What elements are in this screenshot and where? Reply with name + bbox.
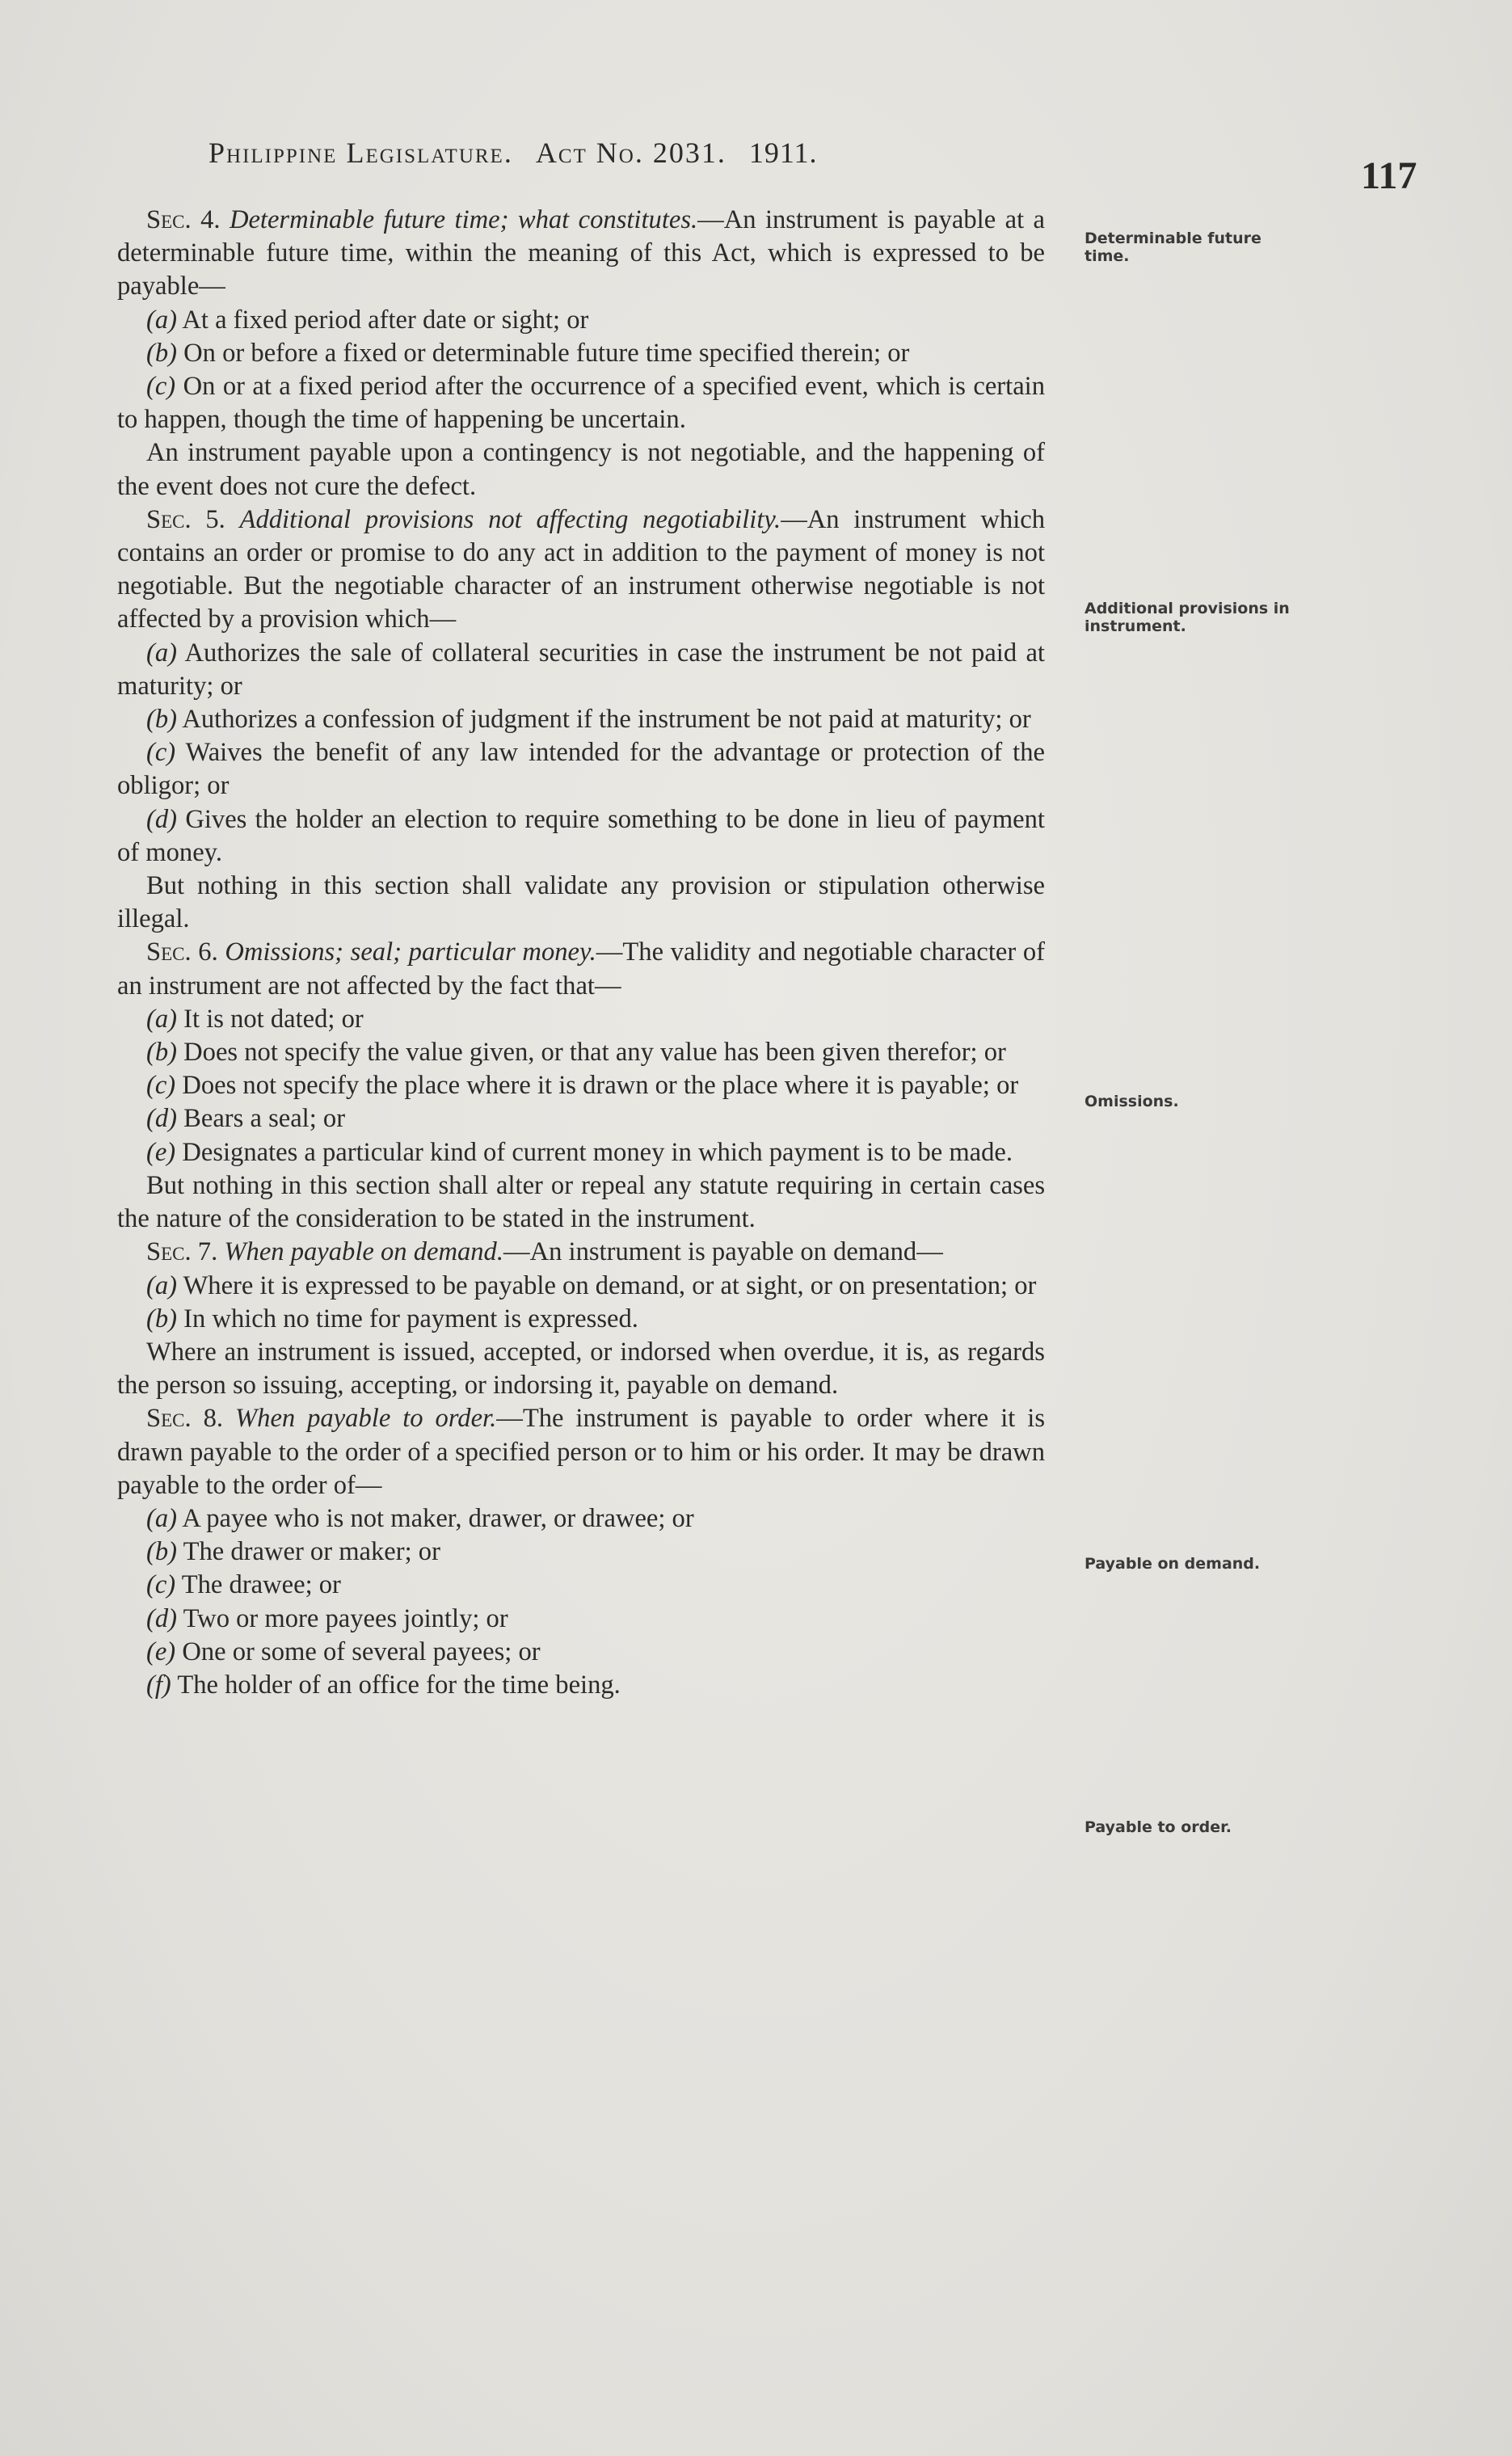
section-closing: But nothing in this section shall alter or repeal any statute requiring in certain cases the nature of the consideration to be stated in the instrument. bbox=[117, 1170, 1045, 1234]
list-item: (c) The drawee; or bbox=[146, 1570, 341, 1600]
list-item: (b) The drawer or maker; or bbox=[146, 1537, 440, 1567]
list-item: (a) Where it is expressed to be payable on demand, or at sight, or on presentation; or bbox=[146, 1270, 1037, 1300]
list-item: (a) A payee who is not maker, drawer, or drawee; or bbox=[146, 1503, 694, 1533]
section-number: Sec. 4. bbox=[146, 205, 221, 234]
margin-note-2: Additional provisions in instrument. bbox=[1085, 600, 1290, 635]
section-7-heading bbox=[117, 1236, 1045, 1269]
list-item: (e) Designates a particular kind of current money in which payment is to be made. bbox=[146, 1137, 1013, 1167]
list-item: (b) Authorizes a confession of judgment if the instrument be not paid at maturity; or bbox=[146, 705, 1031, 735]
page-number: 117 bbox=[1361, 154, 1417, 197]
list-item: (d) Gives the holder an election to require something to be done in lieu of payment of money. bbox=[117, 804, 1045, 867]
list-item: (b) On or before a fixed or determinable future time specified therein; or bbox=[146, 338, 910, 368]
section-closing: Where an instrument is issued, accepted, or indorsed when overdue, it is, as regards the person so issuing, accepting, or indorsing it, payable on demand. bbox=[117, 1337, 1045, 1401]
section-number: Sec. 7. bbox=[146, 1237, 218, 1267]
margin-note-3: Omissions. bbox=[1085, 1093, 1179, 1110]
list-item: (a) Authorizes the sale of collateral securities in case the instrument be not paid at maturity; or bbox=[117, 638, 1045, 701]
section-title: Determinable future time; what constitutes. bbox=[229, 205, 698, 234]
list-item: (d) Bears a seal; or bbox=[146, 1104, 346, 1134]
section-intro: —An instrument which contains an order or promise to do any act in addition to the payment of money is not negotiable. But the negotiable character of an instrument otherwise negotiable is not affected by a provision which— bbox=[117, 504, 1045, 634]
list-item: (b) Does not specify the value given, or that any value has been given therefor; or bbox=[146, 1038, 1006, 1068]
section-closing: But nothing in this section shall validate any provision or stipulation otherwise illegal. bbox=[117, 871, 1045, 934]
list-item: (b) In which no time for payment is expressed. bbox=[146, 1304, 638, 1333]
list-item: (a) At a fixed period after date or sight; or bbox=[146, 305, 589, 335]
section-intro: —The validity and negotiable character of an instrument are not affected by the fact that— bbox=[117, 937, 1046, 1001]
margin-note-5: Payable to order. bbox=[1085, 1818, 1232, 1836]
section-intro: —The instrument is payable to order where it is drawn payable to the order of a specified person or to him or his order. It may be drawn payable to the order of— bbox=[117, 1404, 1045, 1500]
section-8-heading bbox=[117, 1402, 1045, 1502]
list-item: (c) Does not specify the place where it is drawn or the place where it is payable; or bbox=[146, 1071, 1019, 1101]
list-item: (d) Two or more payees jointly; or bbox=[146, 1603, 508, 1633]
section-6-heading bbox=[117, 936, 1045, 1002]
section-title: Additional provisions not affecting negotiability. bbox=[239, 504, 781, 534]
section-title: Omissions; seal; particular money. bbox=[225, 937, 596, 967]
body-text bbox=[117, 204, 1045, 1702]
section-title: When payable on demand. bbox=[224, 1237, 503, 1267]
section-number: Sec. 6. bbox=[146, 937, 218, 967]
header-act: Act No. 2031. bbox=[535, 137, 727, 169]
list-item: (c) On or at a fixed period after the occurrence of a specified event, which is certain to happen, though the time of happening be uncertain. bbox=[117, 372, 1045, 435]
header-title: Philippine Legislature. bbox=[208, 137, 513, 169]
running-header bbox=[208, 136, 818, 170]
section-number: Sec. 8. bbox=[146, 1404, 224, 1434]
list-item: (a) It is not dated; or bbox=[146, 1004, 364, 1034]
list-item: (c) Waives the benefit of any law intended for the advantage or protection of the obligor; or bbox=[117, 738, 1045, 801]
list-item: (f) The holder of an office for the time being. bbox=[146, 1670, 621, 1700]
section-closing: An instrument payable upon a contingency is not negotiable, and the happening of the event does not cure the defect. bbox=[117, 438, 1045, 501]
header-year: 1911. bbox=[748, 137, 818, 169]
margin-note-1: Determinable future time. bbox=[1085, 230, 1261, 265]
section-title: When payable to order. bbox=[235, 1404, 497, 1434]
section-intro: —An instrument is payable at a determinable future time, within the meaning of this Act, which is expressed to be payable— bbox=[117, 205, 1045, 301]
section-intro: —An instrument is payable on demand— bbox=[503, 1237, 943, 1267]
section-number: Sec. 5. bbox=[146, 504, 225, 534]
list-item: (e) One or some of several payees; or bbox=[146, 1637, 541, 1666]
margin-note-4: Payable on demand. bbox=[1085, 1555, 1261, 1573]
section-5-heading bbox=[117, 503, 1045, 637]
section-4-heading bbox=[117, 204, 1045, 304]
